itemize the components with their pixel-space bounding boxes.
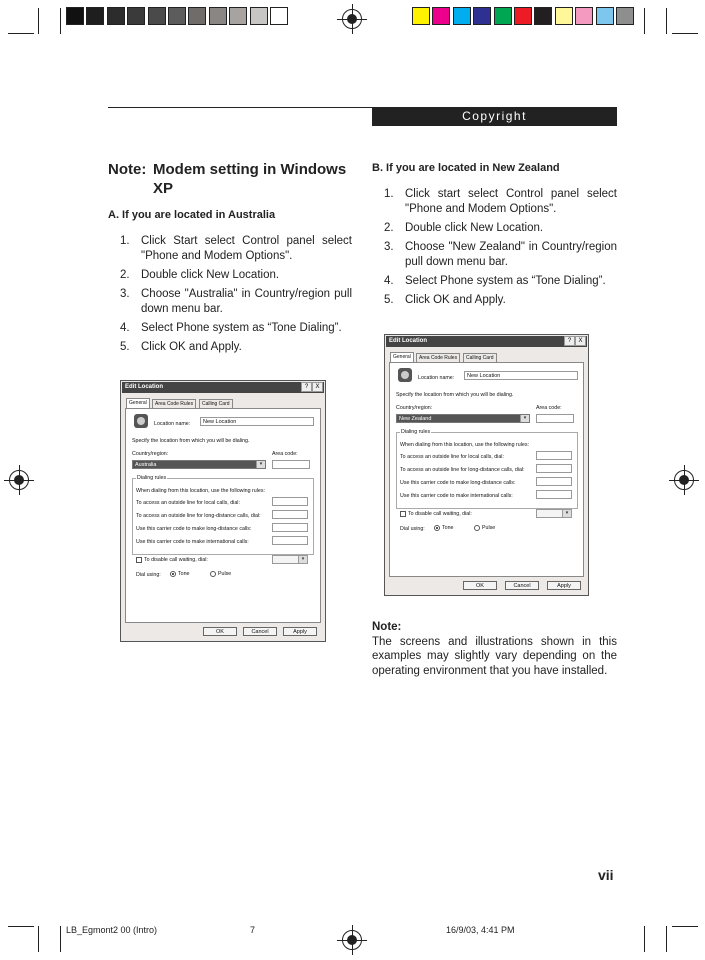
rule-carrier-intl-input[interactable] (272, 536, 308, 545)
color-swatch (453, 7, 471, 25)
country-value: New Zealand (399, 416, 432, 422)
location-name-label: Location name: (418, 375, 455, 381)
pulse-radio[interactable] (210, 571, 216, 577)
list-item (108, 268, 352, 283)
cancel-button[interactable]: Cancel (243, 627, 277, 636)
crop-mark (644, 926, 645, 952)
step-number: 1. (120, 235, 130, 247)
area-code-label: Area code: (272, 451, 298, 457)
nz-heading: B. If you are located in New Zealand (372, 162, 560, 174)
list-item (372, 293, 617, 308)
location-name-input[interactable]: New Location (200, 417, 314, 426)
title-label: Note: (108, 161, 147, 178)
page-title (108, 160, 348, 198)
list-item (108, 340, 352, 355)
title-text: Modem setting in Windows XP (153, 161, 347, 197)
location-name-label: Location name: (154, 421, 191, 427)
color-swatch (514, 7, 532, 25)
footer-page: 7 (250, 925, 256, 935)
crop-mark (60, 8, 61, 34)
rule-local-input[interactable] (536, 451, 572, 460)
step-text: Click start select Control panel select "Phone and Modem Options". (405, 188, 617, 215)
general-panel (389, 362, 584, 577)
color-swatch (86, 7, 104, 25)
tab-general[interactable]: General (126, 398, 150, 409)
country-select[interactable] (132, 460, 266, 469)
step-text: Click Start select Control panel select "Phone and Modem Options". (141, 235, 352, 262)
section-tab: Copyright (372, 107, 617, 126)
rule-carrier-intl-label: Use this carrier code to make international calls: (400, 493, 513, 499)
list-item (372, 274, 617, 289)
pulse-radio[interactable] (474, 525, 480, 531)
rules-intro: When dialing from this location, use the following rules: (400, 442, 529, 448)
crop-mark (644, 8, 645, 34)
color-swatch (229, 7, 247, 25)
crop-mark (38, 926, 39, 952)
call-waiting-select[interactable] (272, 555, 308, 564)
step-number: 2. (120, 269, 130, 281)
color-swatch (107, 7, 125, 25)
area-code-label: Area code: (536, 405, 562, 411)
tab-area-code-rules[interactable]: Area Code Rules (152, 399, 196, 409)
crop-mark (672, 33, 698, 34)
color-swatch (148, 7, 166, 25)
tone-label: Tone (178, 571, 190, 577)
apply-button[interactable]: Apply (547, 581, 581, 590)
step-text: Double click New Location. (141, 269, 280, 281)
note-box (372, 620, 617, 678)
dialog-title: Edit Location (122, 382, 324, 393)
step-number: 4. (384, 275, 394, 287)
specify-text: Specify the location from which you will be dialing. (132, 438, 250, 444)
footer-date: 16/9/03, 4:41 PM (446, 925, 515, 935)
color-swatch (494, 7, 512, 25)
area-code-input[interactable] (536, 414, 574, 423)
close-button[interactable]: X (312, 382, 323, 392)
rule-carrier-intl-input[interactable] (536, 490, 572, 499)
dialing-rules-title: Dialing rules (137, 475, 167, 481)
dial-using-label: Dial using: (136, 572, 161, 578)
rule-long-distance-label: To access an outside line for long-distance calls, dial: (400, 467, 525, 473)
close-button[interactable]: X (575, 336, 586, 346)
location-name-input[interactable]: New Location (464, 371, 578, 380)
rule-carrier-ld-label: Use this carrier code to make long-distance calls: (136, 526, 252, 532)
nz-steps (372, 187, 617, 312)
rule-local-label: To access an outside line for local calls, dial: (136, 500, 240, 506)
dial-using-label: Dial using: (400, 526, 425, 532)
disable-call-waiting-label: To disable call waiting, dial: (144, 557, 208, 563)
rule-local-label: To access an outside line for local calls, dial: (400, 454, 504, 460)
list-item (108, 287, 352, 317)
note-title: Note: (372, 621, 402, 633)
step-text: Click OK and Apply. (405, 294, 506, 306)
ok-button[interactable]: OK (203, 627, 237, 636)
color-swatch (270, 7, 288, 25)
step-text: Select Phone system as “Tone Dialing”. (405, 275, 606, 287)
rule-carrier-intl-label: Use this carrier code to make international calls: (136, 539, 249, 545)
color-swatch (188, 7, 206, 25)
edit-location-dialog-australia (120, 380, 326, 642)
color-swatch (412, 7, 430, 25)
list-item (372, 221, 617, 236)
tone-radio[interactable] (434, 525, 440, 531)
color-swatch (473, 7, 491, 25)
color-swatch (250, 7, 268, 25)
tab-area-code-rules[interactable]: Area Code Rules (416, 353, 460, 363)
note-text: The screens and illustrations shown in this examples may slightly vary depending on the operating environment that you have installed. (372, 635, 617, 677)
dialing-rules-title: Dialing rules (401, 429, 431, 435)
color-swatch (575, 7, 593, 25)
step-text: Choose "Australia" in Country/region pull down menu bar. (141, 288, 352, 315)
registration-mark (9, 470, 29, 490)
australia-heading: A. If you are located in Australia (108, 209, 276, 221)
disable-call-waiting-checkbox[interactable] (136, 557, 142, 563)
registration-mark (342, 9, 362, 29)
crop-mark (8, 926, 34, 927)
disable-call-waiting-checkbox[interactable] (400, 511, 406, 517)
color-swatch (66, 7, 84, 25)
step-number: 4. (120, 322, 130, 334)
step-number: 5. (384, 294, 394, 306)
page-number: vii (598, 867, 614, 883)
area-code-input[interactable] (272, 460, 310, 469)
apply-button[interactable]: Apply (283, 627, 317, 636)
dialog-title: Edit Location (386, 336, 587, 347)
footer-file: LB_Egmont2 00 (Intro) (66, 925, 158, 935)
step-text: Double click New Location. (405, 222, 544, 234)
step-number: 5. (120, 341, 130, 353)
step-text: Select Phone system as “Tone Dialing”. (141, 322, 342, 334)
call-waiting-select[interactable] (536, 509, 572, 518)
step-number: 3. (120, 288, 130, 300)
edit-location-dialog-nz (384, 334, 589, 596)
color-swatch (534, 7, 552, 25)
step-text: Click OK and Apply. (141, 341, 242, 353)
rules-intro: When dialing from this location, use the following rules: (136, 488, 265, 494)
pulse-label: Pulse (218, 571, 232, 577)
crop-mark (666, 8, 667, 34)
crop-mark (666, 926, 667, 952)
general-panel (125, 408, 321, 623)
color-swatch (209, 7, 227, 25)
chevron-down-icon[interactable]: ▾ (256, 461, 265, 468)
specify-text: Specify the location from which you will be dialing. (396, 392, 514, 398)
tab-general[interactable]: General (390, 352, 414, 363)
color-swatch (555, 7, 573, 25)
country-value: Australia (135, 462, 157, 468)
rule-carrier-ld-input[interactable] (272, 523, 308, 532)
chevron-down-icon: ▾ (298, 556, 307, 563)
step-number: 3. (384, 241, 394, 253)
crop-mark (672, 926, 698, 927)
rule-local-input[interactable] (272, 497, 308, 506)
registration-mark (342, 930, 362, 950)
crop-mark (60, 926, 61, 952)
pulse-label: Pulse (482, 525, 496, 531)
country-label: Country/region: (132, 451, 169, 457)
rule-long-distance-input[interactable] (536, 464, 572, 473)
ok-button[interactable]: OK (463, 581, 497, 590)
chevron-down-icon[interactable]: ▾ (520, 415, 529, 422)
crop-mark (8, 33, 34, 34)
cancel-button[interactable]: Cancel (505, 581, 539, 590)
color-swatch (127, 7, 145, 25)
country-label: Country/region: (396, 405, 433, 411)
color-swatch (616, 7, 634, 25)
color-swatch (596, 7, 614, 25)
tone-label: Tone (442, 525, 454, 531)
australia-steps (108, 234, 352, 359)
color-swatch (432, 7, 450, 25)
disable-call-waiting-label: To disable call waiting, dial: (408, 511, 472, 517)
country-select[interactable] (396, 414, 530, 423)
tab-calling-card[interactable]: Calling Card (199, 399, 233, 409)
list-item (108, 321, 352, 336)
tab-calling-card[interactable]: Calling Card (463, 353, 497, 363)
phone-icon (398, 368, 412, 382)
tone-radio[interactable] (170, 571, 176, 577)
rule-carrier-ld-input[interactable] (536, 477, 572, 486)
help-button[interactable]: ? (301, 382, 312, 392)
help-button[interactable]: ? (564, 336, 575, 346)
color-swatch (168, 7, 186, 25)
phone-icon (134, 414, 148, 428)
step-text: Choose "New Zealand" in Country/region pull down menu bar. (405, 241, 617, 268)
step-number: 1. (384, 188, 394, 200)
crop-mark (38, 8, 39, 34)
list-item (108, 234, 352, 264)
rule-carrier-ld-label: Use this carrier code to make long-distance calls: (400, 480, 516, 486)
list-item (372, 240, 617, 270)
registration-mark (674, 470, 694, 490)
chevron-down-icon: ▾ (562, 510, 571, 517)
rule-long-distance-input[interactable] (272, 510, 308, 519)
list-item (372, 187, 617, 217)
rule-long-distance-label: To access an outside line for long-distance calls, dial: (136, 513, 261, 519)
step-number: 2. (384, 222, 394, 234)
